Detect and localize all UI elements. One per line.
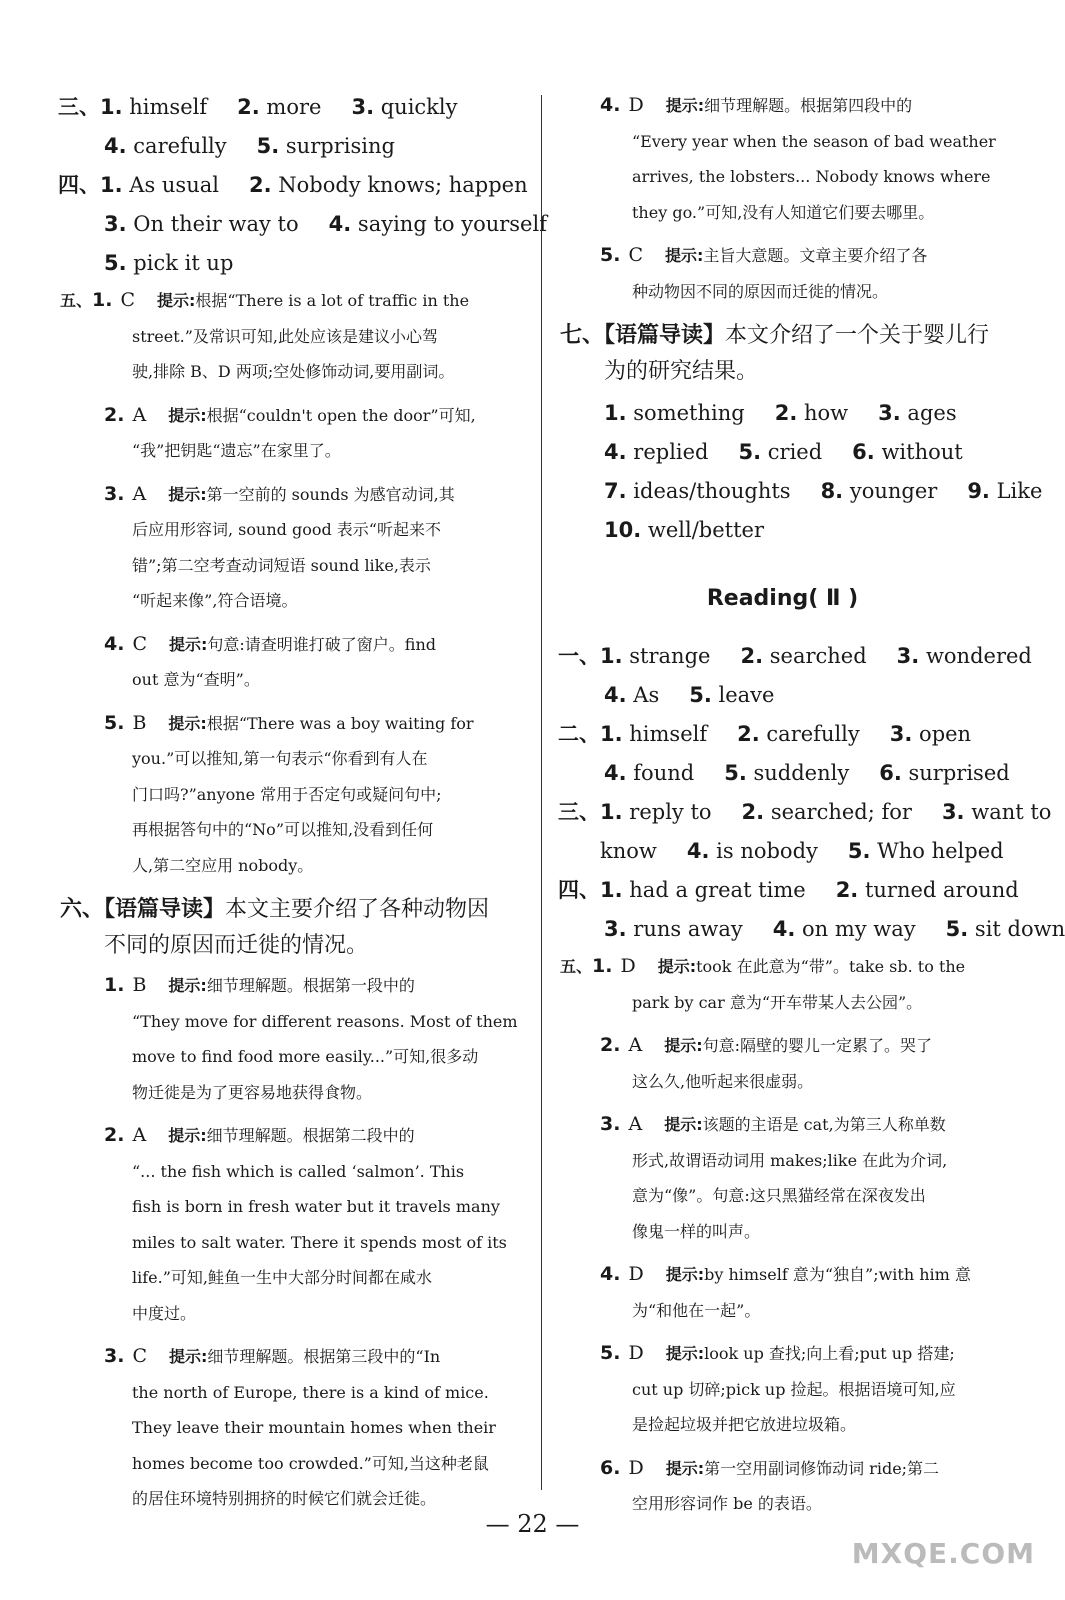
item-answer: D: [628, 1456, 644, 1479]
answer-text: more: [266, 95, 322, 119]
hint-label: 提示:: [157, 291, 196, 310]
hint-text-line: “Every year when the season of bad weather: [632, 131, 996, 151]
hint-text: 根据“couldn't open the door”可知,: [206, 405, 476, 425]
hint-label: 提示:: [664, 1115, 703, 1134]
answer-number: 4.: [104, 134, 127, 158]
section-7-row: [560, 511, 1005, 550]
hint-text: 细节理解题。根据第二段中的: [206, 1126, 415, 1145]
hint-text-line: “... the fish which is called ‘salmon’. This: [132, 1161, 465, 1181]
answer-text: pick it up: [133, 251, 234, 275]
section-6-item: [560, 238, 1005, 309]
hint-text-line: you.”可以推知,第一句表示“你看到有人在: [132, 749, 428, 768]
section-4-row: [60, 205, 547, 244]
reading-5-item: [560, 949, 1005, 1020]
hint-text: 第一空用副词修饰动词 ride;第二: [704, 1458, 940, 1478]
answer-text: strange: [629, 644, 711, 668]
answer-text: found: [633, 761, 695, 785]
item-first-line: [560, 1336, 1005, 1372]
answer-number: 7.: [604, 479, 627, 503]
answer-number: 1.: [100, 173, 123, 197]
hint-text-line: the north of Europe, there is a kind of mice.: [132, 1382, 489, 1402]
answer-number: 3.: [896, 644, 920, 668]
answer-text: On their way to: [133, 212, 299, 236]
hint-text-line: 驶,排除 B、D 两项;空处修饰动词,要用副词。: [132, 362, 455, 381]
hint-label: 提示:: [168, 484, 207, 504]
section-intro-line: [60, 891, 525, 928]
hint-text: 第一空前的 sounds 为感官动词,其: [206, 484, 455, 504]
column-divider: [541, 95, 542, 1490]
hint-label: 提示:: [169, 1347, 208, 1366]
section-label: 五、: [60, 291, 93, 310]
section-7-header: [560, 317, 1005, 390]
answer-text: suddenly: [753, 761, 850, 785]
hint-label: 提示:: [665, 1344, 705, 1363]
item-answer: D: [628, 94, 644, 116]
answer-number: 4.: [686, 839, 710, 863]
section-label: 六、: [60, 896, 105, 922]
hint-text-line: 再根据答句中的“No”可以推知,没看到任何: [132, 820, 434, 839]
hint-text-line: 为“和他在一起”。: [632, 1300, 761, 1320]
answer-text: himself: [629, 722, 708, 746]
item-number: 5.: [600, 1342, 621, 1364]
answer-number: 9.: [967, 479, 990, 503]
answer-text: Like: [996, 479, 1043, 503]
answer-text: without: [881, 440, 963, 464]
item-answer: A: [132, 1124, 147, 1146]
reading-title: Reading( Ⅱ ): [706, 586, 859, 611]
item-answer: B: [132, 974, 147, 996]
answer-number: 8.: [820, 479, 844, 503]
answer-text: leave: [718, 683, 775, 707]
hint-text: 细节理解题。根据第四段中的: [704, 96, 913, 115]
answer-text: As usual: [129, 173, 219, 197]
answer-number: 1.: [600, 800, 623, 824]
intro-text: 为的研究结果。: [604, 359, 759, 384]
reading-4-row: [560, 910, 1065, 949]
intro-text: 不同的原因而迁徙的情况。: [104, 933, 369, 958]
hint-text-line: miles to salt water. There it spends most of its: [132, 1232, 507, 1252]
item-number: 2.: [600, 1034, 621, 1056]
answer-number: 1.: [600, 644, 623, 668]
answer-number: 1.: [600, 878, 623, 902]
answer-number: 1.: [604, 401, 627, 425]
answer-number: 5.: [847, 839, 871, 863]
section-4-row: [58, 166, 528, 205]
answer-number: 3.: [604, 917, 627, 941]
item-first-line: [60, 398, 525, 434]
reading-5-item: [560, 1336, 1005, 1443]
item-first-line: [60, 627, 525, 663]
item-first-line: [560, 949, 1005, 985]
answer-text: surprising: [285, 134, 395, 158]
item-first-line: [60, 477, 525, 513]
answer-number: 3.: [351, 95, 375, 119]
answer-number: 5.: [945, 917, 969, 941]
hint-label: 提示:: [168, 1126, 207, 1145]
answer-number: 1.: [600, 722, 623, 746]
hint-text: 细节理解题。根据第一段中的: [206, 976, 415, 995]
reading-1-row: [560, 676, 1005, 715]
hint-text: look up 查找;向上看;put up 搭建;: [704, 1344, 955, 1363]
hint-text-line: 门口吗?”anyone 常用于否定句或疑问句中;: [132, 784, 442, 804]
item-number: 4.: [104, 632, 125, 655]
answer-number: 5.: [738, 440, 762, 464]
answer-number: 4.: [604, 761, 627, 785]
answer-text: cried: [767, 440, 823, 464]
answer-number: 6.: [879, 761, 902, 785]
hint-text-line: 后应用形容词, sound good 表示“听起来不: [132, 520, 441, 539]
item-first-line: [60, 1118, 525, 1154]
reading-2-row: [558, 715, 1005, 754]
hint-text-line: “听起来像”,符合语境。: [132, 591, 298, 610]
hint-text: by himself 意为“独自”;with him 意: [704, 1265, 971, 1284]
answer-text: runs away: [633, 917, 743, 941]
hint-text-line: “They move for different reasons. Most of them: [132, 1011, 518, 1031]
item-first-line: [560, 1107, 1005, 1143]
answer-text: Who helped: [877, 839, 1004, 863]
hint-text-line: 是捡起垃圾并把它放进垃圾箱。: [632, 1415, 857, 1434]
reading-3-row: [558, 793, 1052, 832]
section-7-row: [560, 472, 1043, 511]
hint-label: 提示:: [169, 634, 208, 654]
section-6-item: [60, 968, 525, 1110]
intro-text: 本文介绍了一个关于婴儿行: [725, 323, 990, 348]
answer-text: how: [803, 401, 849, 425]
answer-text: ideas/thoughts: [633, 479, 791, 503]
item-first-line: [60, 706, 525, 742]
section-label: 四、: [58, 173, 100, 197]
item-number: 2.: [104, 1124, 125, 1146]
reading-guide-tag: 【语篇导读】: [604, 322, 726, 348]
item-number: 1.: [592, 955, 613, 977]
section-5-item: [60, 477, 525, 619]
reading-guide-tag: 【语篇导读】: [104, 896, 226, 922]
hint-text: 细节理解题。根据第三段中的“In: [207, 1347, 441, 1366]
item-number: 1.: [92, 289, 113, 311]
hint-label: 提示:: [657, 957, 697, 976]
hint-text-line: 空用形容词作 be 的表语。: [632, 1494, 822, 1513]
answer-number: 2.: [741, 800, 765, 824]
section-3-row: [60, 127, 525, 166]
hint-label: 提示:: [665, 96, 705, 115]
answer-text: Nobody knows; happen: [278, 173, 528, 197]
item-answer: A: [132, 482, 147, 505]
answer-text: As: [633, 683, 660, 707]
answer-text: himself: [129, 95, 208, 119]
answer-text: on my way: [801, 917, 916, 941]
item-number: 3.: [104, 482, 125, 505]
answer-number: 1.: [100, 95, 123, 119]
item-number: 6.: [600, 1456, 621, 1479]
item-answer: D: [628, 1342, 644, 1364]
hint-text-line: 中度过。: [132, 1303, 197, 1323]
item-number: 2.: [104, 403, 125, 426]
answer-number: 2.: [740, 644, 764, 668]
hint-text-line: 的居住环境特别拥挤的时候它们就会迁徙。: [132, 1489, 437, 1508]
right-column: [558, 88, 1065, 1530]
hint-label: 提示:: [665, 246, 704, 265]
hint-text-line: cut up 切碎;pick up 捡起。根据语境可知,应: [632, 1379, 956, 1399]
left-column: [58, 88, 547, 1525]
section-label: 三、: [58, 95, 100, 119]
item-answer: A: [628, 1113, 643, 1135]
answer-text: open: [919, 722, 972, 746]
section-label: 一、: [558, 644, 600, 668]
intro-text: 本文主要介绍了各种动物因: [225, 897, 490, 922]
section-label: 二、: [558, 722, 600, 746]
answer-number: 4.: [328, 212, 352, 236]
answer-number: 3.: [878, 401, 901, 425]
hint-text-line: homes become too crowded.”可知,当这种老鼠: [132, 1453, 489, 1473]
section-5-item: [60, 627, 525, 698]
section-6-item: [60, 1118, 525, 1331]
hint-label: 提示:: [168, 405, 207, 425]
hint-text: 主旨大意题。文章主要介绍了各: [703, 246, 928, 265]
answer-number: 5.: [256, 134, 280, 158]
answer-number: 5.: [689, 683, 712, 707]
section-6-header: [60, 891, 525, 964]
answer-number: 2.: [237, 95, 260, 119]
answer-text: sit down: [974, 917, 1065, 941]
reading-3-row: [560, 832, 1005, 871]
answer-text: something: [633, 401, 745, 425]
answer-number: 2.: [774, 401, 798, 425]
hint-label: 提示:: [664, 1036, 703, 1055]
section-7-row: [560, 394, 1005, 433]
answer-text: turned around: [864, 878, 1019, 902]
section-7-row: [560, 433, 1005, 472]
hint-text: 该题的主语是 cat,为第三人称单数: [702, 1115, 946, 1134]
answer-text: well/better: [647, 518, 765, 542]
item-number: 5.: [104, 711, 125, 734]
answer-number: 3.: [941, 800, 965, 824]
answer-number: 4.: [604, 440, 627, 464]
hint-text-line: 种动物因不同的原因而迁徙的情况。: [632, 281, 889, 301]
answer-number: 10.: [604, 518, 642, 542]
hint-text-line: 像鬼一样的叫声。: [632, 1221, 761, 1241]
reading-2-row: [560, 754, 1010, 793]
hint-text: took 在此意为“带”。take sb. to the: [696, 957, 966, 976]
reading-5-item: [560, 1107, 1005, 1249]
hint-text-line: arrives, the lobsters... Nobody knows where: [632, 167, 991, 186]
answer-number: 3.: [104, 212, 127, 236]
hint-text-line: 物迁徙是为了更容易地获得食物。: [132, 1082, 373, 1102]
answer-text: know: [600, 839, 657, 863]
answer-text: younger: [849, 479, 938, 503]
answer-number: 2.: [248, 173, 272, 197]
section-6-item: [60, 1339, 525, 1517]
section-intro-line: [560, 317, 1005, 354]
hint-text-line: out 意为“查明”。: [132, 670, 260, 689]
item-answer: D: [620, 955, 636, 977]
answer-number: 4.: [604, 683, 627, 707]
reading-5-item: [560, 1257, 1005, 1328]
hint-text-line: 错”;第二空考查动词短语 sound like,表示: [132, 555, 431, 575]
item-number: 3.: [600, 1113, 621, 1135]
item-first-line: [560, 1451, 1005, 1487]
hint-text-line: they go.”可知,没有人知道它们要去哪里。: [632, 202, 935, 222]
hint-text-line: fish is born in fresh water but it travels many: [132, 1197, 500, 1216]
item-answer: C: [132, 1345, 147, 1367]
item-first-line: [560, 1028, 1005, 1064]
hint-text-line: They leave their mountain homes when their: [132, 1418, 496, 1437]
answer-text: reply to: [629, 800, 712, 824]
item-first-line: [60, 968, 525, 1004]
item-answer: A: [132, 403, 147, 426]
item-number: 4.: [600, 1263, 621, 1285]
section-3-row: [58, 88, 525, 127]
section-4-row: [60, 244, 525, 283]
item-first-line: [60, 1339, 525, 1375]
answer-text: wondered: [925, 644, 1032, 668]
answer-number: 5.: [104, 251, 127, 275]
item-answer: C: [628, 244, 643, 266]
hint-text-line: move to find food more easily...”可知,很多动: [132, 1047, 479, 1066]
section-5-item: [60, 398, 525, 469]
section-5-item: [60, 706, 525, 884]
answer-text: carefully: [766, 722, 860, 746]
section-label: 四、: [558, 878, 600, 902]
hint-label: 提示:: [665, 1458, 705, 1478]
item-number: 5.: [600, 244, 621, 266]
reading-4-row: [558, 871, 1019, 910]
hint-text-line: 意为“像”。句意:这只黑猫经常在深夜发出: [632, 1186, 926, 1205]
answer-text: had a great time: [629, 878, 806, 902]
hint-text-line: 人,第二空应用 nobody。: [132, 855, 314, 875]
answer-text: quickly: [380, 95, 458, 119]
item-number: 4.: [600, 94, 621, 116]
answer-number: 4.: [772, 917, 796, 941]
section-label: 五、: [560, 957, 593, 976]
hint-text-line: street.”及常识可知,此处应该是建议小心驾: [132, 326, 439, 346]
hint-text-line: park by car 意为“开车带某人去公园”。: [632, 992, 923, 1012]
item-first-line: [60, 283, 525, 319]
page-number: — 22 —: [485, 1510, 580, 1538]
answer-text: is nobody: [716, 839, 818, 863]
item-number: 3.: [104, 1345, 125, 1367]
item-first-line: [560, 1257, 1005, 1293]
section-5-item: [60, 283, 525, 390]
answer-text: carefully: [133, 134, 227, 158]
answer-number: 6.: [852, 440, 875, 464]
answer-number: 2.: [737, 722, 760, 746]
item-first-line: [560, 88, 1005, 124]
answer-text: searched: [769, 644, 867, 668]
answer-text: saying to yourself: [357, 212, 547, 236]
answer-text: want to: [971, 800, 1052, 824]
watermark-logo: MXQE.COM: [851, 1537, 1035, 1570]
hint-label: 提示:: [168, 713, 207, 733]
answer-number: 5.: [724, 761, 747, 785]
hint-text: 根据“There is a lot of traffic in the: [195, 291, 470, 310]
hint-text: 句意:隔壁的婴儿一定累了。哭了: [702, 1036, 932, 1055]
item-answer: D: [628, 1263, 644, 1285]
section-6-item: [560, 88, 1005, 230]
item-answer: C: [132, 632, 147, 655]
answer-number: 2.: [835, 878, 859, 902]
hint-text-line: “我”把钥匙“遗忘”在家里了。: [132, 441, 341, 460]
item-answer: B: [132, 711, 147, 734]
hint-text: 句意:请查明谁打破了窗户。find: [207, 634, 437, 654]
item-first-line: [560, 238, 1005, 274]
reading-5-item: [560, 1028, 1005, 1099]
hint-text: 根据“There was a boy waiting for: [206, 713, 474, 733]
hint-label: 提示:: [168, 976, 207, 995]
answer-text: searched; for: [770, 800, 912, 824]
item-answer: C: [120, 289, 136, 311]
hint-text-line: life.”可知,鲑鱼一生中大部分时间都在咸水: [132, 1268, 432, 1287]
answer-text: replied: [633, 440, 709, 464]
section-label: 三、: [558, 800, 600, 824]
answer-number: 3.: [889, 722, 913, 746]
hint-text-line: 形式,故谓语动词用 makes;like 在此为介词,: [632, 1150, 948, 1170]
answer-text: ages: [907, 401, 957, 425]
item-answer: A: [628, 1034, 643, 1056]
reading-1-row: [558, 637, 1032, 676]
hint-label: 提示:: [665, 1265, 705, 1284]
hint-text-line: 这么久,他听起来很虚弱。: [632, 1071, 814, 1091]
item-number: 1.: [104, 974, 125, 996]
answer-text: surprised: [908, 761, 1010, 785]
section-label: 七、: [560, 322, 605, 348]
